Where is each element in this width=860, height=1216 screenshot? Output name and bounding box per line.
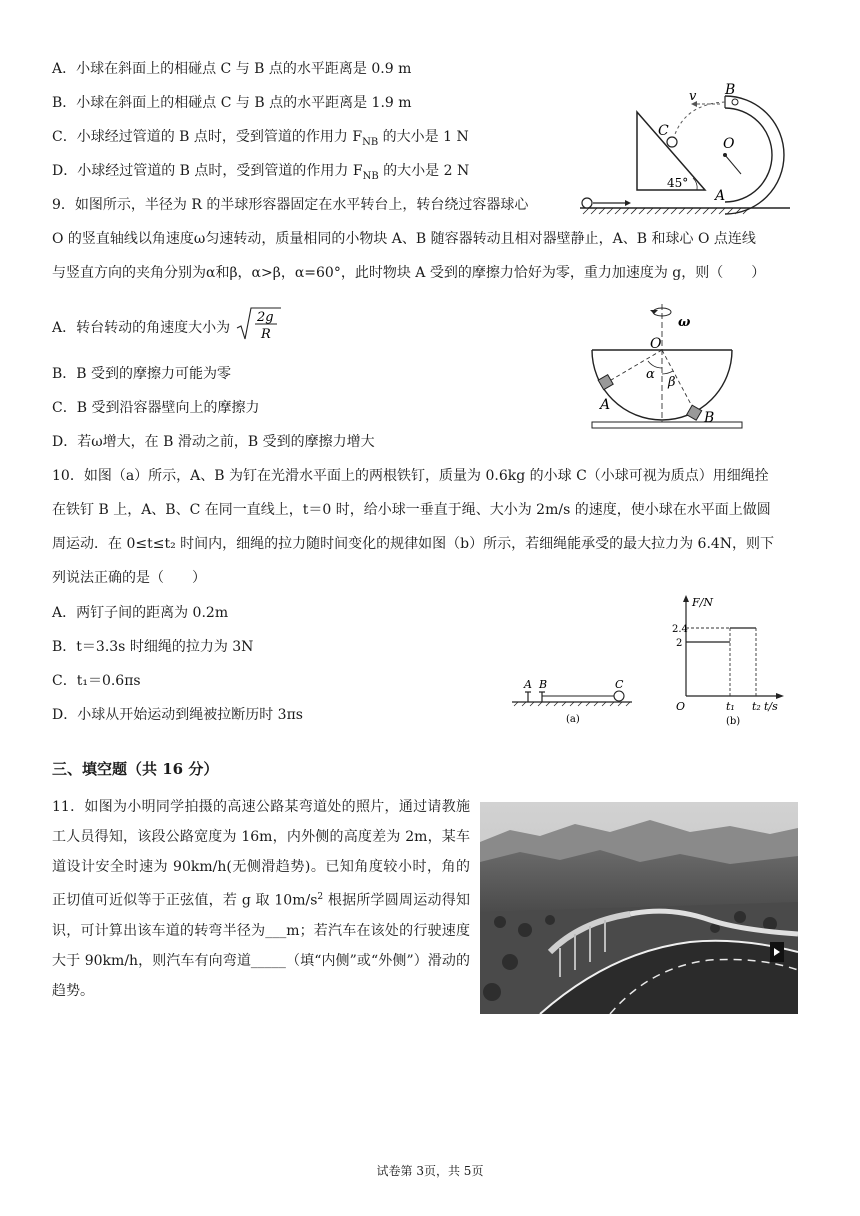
q9-label-alpha: α xyxy=(646,367,655,382)
q8-angle-label: 45° xyxy=(667,176,689,190)
q10b-ylabel: F/N xyxy=(692,596,713,609)
q9-option-a-text: A．转台转动的角速度大小为 xyxy=(52,320,231,336)
q9-sqrt-denominator: R xyxy=(260,327,271,342)
q11-superscript: 2 xyxy=(317,892,324,902)
q9-label-beta: β xyxy=(668,375,676,390)
q10-option-a: A．两钉子间的距离为 0.2m xyxy=(52,605,229,621)
q10-option-b: B．t＝3.3s 时细绳的拉力为 3N xyxy=(52,639,254,655)
q10b-origin: O xyxy=(676,700,686,713)
q8-label-a: A xyxy=(715,188,726,204)
q8-figure xyxy=(575,80,795,220)
q10-figure-b xyxy=(672,594,792,726)
q10b-tick-2: 2 xyxy=(676,638,683,649)
q10a-label-a: A xyxy=(524,678,532,691)
q9-figure xyxy=(588,304,748,434)
q10b-tick-t1: t₁ xyxy=(726,700,735,713)
q9-stem-line-3: 与竖直方向的夹角分别为α和β，α>β，α=60°，此时物块 A 受到的摩擦力恰好为零，重力加速度为 g，则（ ） xyxy=(52,265,766,281)
q9-sqrt-expression xyxy=(235,306,281,342)
q8-option-a: A．小球在斜面上的相碰点 C 与 B 点的水平距离是 0.9 m xyxy=(52,61,412,77)
q9-label-a: A xyxy=(600,397,611,413)
q11-text-part-2: 根据所学圆周运动得知识，可计算出该车道的转弯半径为___m；若汽车在该处的行驶速度大于 90km/h，则汽车有向弯道_____（填“内侧”或“外侧”）滑动的趋势。 xyxy=(52,892,470,999)
q8-option-c-sub: NB xyxy=(362,136,379,148)
q10b-tick-t2: t₂ xyxy=(752,700,761,713)
q8-label-c: C xyxy=(658,123,669,139)
q8-option-d-sub: NB xyxy=(362,170,379,182)
q8-label-o: O xyxy=(723,136,735,152)
q9-option-d: D．若ω增大，在 B 滑动之前，B 受到的摩擦力增大 xyxy=(52,434,375,450)
q10-stem-line-2: 在铁钉 B 上，A、B、C 在同一直线上，t＝0 时，给小球一垂直于绳、大小为 2m/s 的速度，使小球在水平面上做圆 xyxy=(52,502,771,518)
q9-label-b: B xyxy=(704,410,715,426)
q10-option-d: D．小球从开始运动到绳被拉断历时 3πs xyxy=(52,707,303,723)
q10a-label-c: C xyxy=(615,678,624,691)
q8-option-c-pre: C．小球经过管道的 B 点时，受到管道的作用力 F xyxy=(52,129,363,145)
q8-option-d xyxy=(52,161,469,187)
q8-label-b: B xyxy=(725,82,736,98)
q8-option-c-post: 的大小是 1 N xyxy=(378,129,469,145)
q8-option-c xyxy=(52,127,469,153)
q8-option-d-pre: D．小球经过管道的 B 点时，受到管道的作用力 F xyxy=(52,163,363,179)
q11-highway-photo xyxy=(480,802,798,1014)
sqrt-icon xyxy=(235,306,281,342)
highway-photo-image xyxy=(480,802,798,1014)
q10-stem-line-4: 列说法正确的是（ ） xyxy=(52,570,206,586)
q9-option-b: B．B 受到的摩擦力可能为零 xyxy=(52,366,232,382)
q10a-caption: (a) xyxy=(566,714,580,725)
q8-label-v: v xyxy=(689,89,697,104)
page-footer: 试卷第 3页，共 5页 xyxy=(376,1164,484,1178)
q11-paragraph xyxy=(52,792,470,1006)
q8-option-b: B．小球在斜面上的相碰点 C 与 B 点的水平距离是 1.9 m xyxy=(52,95,412,111)
q9-sqrt-numerator: 2g xyxy=(256,310,274,325)
section-heading: 三、填空题（共 16 分） xyxy=(52,760,219,778)
q10b-xlabel: t/s xyxy=(764,700,778,713)
q10a-label-b: B xyxy=(539,678,548,691)
q10b-tick-2-4: 2.4 xyxy=(672,624,688,635)
q9-stem-line-2: O 的竖直轴线以角速度ω匀速转动，质量相同的小物块 A、B 随容器转动且相对器壁静止，A、B 和球心 O 点连线 xyxy=(52,231,756,247)
q9-stem-line-1: 9．如图所示，半径为 R 的半球形容器固定在水平转台上，转台绕过容器球心 xyxy=(52,197,529,213)
q9-option-c: C．B 受到沿容器壁向上的摩擦力 xyxy=(52,400,260,416)
q11-text-part-1: 11．如图为小明同学拍摄的高速公路某弯道处的照片，通过请教施工人员得知，该段公路宽度为 16m，内外侧的高度差为 2m，某车道设计安全时速为 90km/h(无侧滑趋势)。已知角度较小时，角的正切值可近似等于正弦值，若 g 取 10m/s xyxy=(52,799,470,909)
q10-stem-line-3: 周运动．在 0≤t≤t₂ 时间内，细绳的拉力随时间变化的规律如图（b）所示，若细绳能承受的最大拉力为 6.4N，则下 xyxy=(52,536,775,552)
q10-stem-line-1: 10．如图（a）所示，A、B 为钉在光滑水平面上的两根铁钉，质量为 0.6kg 的小球 C（小球可视为质点）用细绳拴 xyxy=(52,468,769,484)
q10-figure-a xyxy=(508,676,636,726)
q9-label-omega: ω xyxy=(678,315,691,330)
q10-option-c: C．t₁＝0.6πs xyxy=(52,673,141,689)
q10b-caption: (b) xyxy=(726,716,741,726)
q8-option-d-post: 的大小是 2 N xyxy=(378,163,470,179)
q9-label-o: O xyxy=(650,336,662,352)
q9-option-a xyxy=(52,310,281,344)
